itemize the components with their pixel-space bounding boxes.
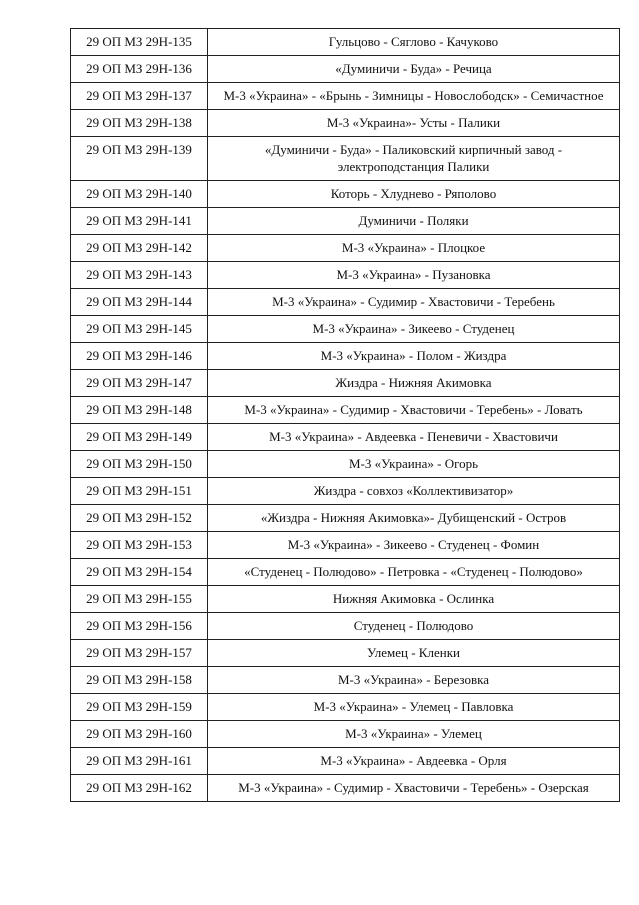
- table-row: [71, 613, 620, 640]
- road-code-cell: 29 ОП МЗ 29Н-154: [71, 559, 208, 586]
- road-name-cell: М-3 «Украина» - Огорь: [208, 451, 620, 478]
- road-code-cell: 29 ОП МЗ 29Н-146: [71, 343, 208, 370]
- table-row: [71, 370, 620, 397]
- road-name-cell: Нижняя Акимовка - Ослинка: [208, 586, 620, 613]
- road-code-cell: 29 ОП МЗ 29Н-148: [71, 397, 208, 424]
- road-name-cell: Жиздра - совхоз «Коллективизатор»: [208, 478, 620, 505]
- roads-table: [70, 28, 620, 802]
- road-name-cell: М-3 «Украина» - Судимир - Хвастовичи - Теребень» - Озерская: [208, 775, 620, 802]
- road-code-cell: 29 ОП МЗ 29Н-156: [71, 613, 208, 640]
- table-row: [71, 505, 620, 532]
- road-name-cell: М-3 «Украина» - Плоцкое: [208, 235, 620, 262]
- table-row: [71, 559, 620, 586]
- road-code-cell: 29 ОП МЗ 29Н-143: [71, 262, 208, 289]
- road-name-cell: М-3 «Украина» - Улемец - Павловка: [208, 694, 620, 721]
- road-name-cell: М-3 «Украина» - Судимир - Хвастовичи - Теребень» - Ловать: [208, 397, 620, 424]
- road-name-cell: М-3 «Украина» - Зикеево - Студенец: [208, 316, 620, 343]
- table-row: [71, 289, 620, 316]
- road-name-cell: М-3 «Украина» - Зикеево - Студенец - Фомин: [208, 532, 620, 559]
- table-row: [71, 316, 620, 343]
- road-name-cell: Которь - Хлуднево - Ряполово: [208, 181, 620, 208]
- table-row: [71, 586, 620, 613]
- road-name-cell: «Думиничи - Буда» - Речица: [208, 56, 620, 83]
- road-name-cell: Студенец - Полюдово: [208, 613, 620, 640]
- table-row: [71, 110, 620, 137]
- table-row: [71, 29, 620, 56]
- table-row: [71, 56, 620, 83]
- table-row: [71, 208, 620, 235]
- road-code-cell: 29 ОП МЗ 29Н-155: [71, 586, 208, 613]
- table-row: [71, 478, 620, 505]
- table-row: [71, 262, 620, 289]
- road-name-cell: М-3 «Украина» - Авдеевка - Пеневичи - Хвастовичи: [208, 424, 620, 451]
- road-code-cell: 29 ОП МЗ 29Н-152: [71, 505, 208, 532]
- table-row: [71, 775, 620, 802]
- road-code-cell: 29 ОП МЗ 29Н-135: [71, 29, 208, 56]
- road-code-cell: 29 ОП МЗ 29Н-138: [71, 110, 208, 137]
- road-name-cell: М-3 «Украина» - Березовка: [208, 667, 620, 694]
- road-name-cell: «Думиничи - Буда» - Паликовский кирпичный завод - электроподстанция Палики: [208, 137, 620, 181]
- table-row: [71, 640, 620, 667]
- road-code-cell: 29 ОП МЗ 29Н-144: [71, 289, 208, 316]
- table-row: [71, 748, 620, 775]
- road-code-cell: 29 ОП МЗ 29Н-147: [71, 370, 208, 397]
- road-code-cell: 29 ОП МЗ 29Н-141: [71, 208, 208, 235]
- road-name-cell: Улемец - Кленки: [208, 640, 620, 667]
- road-name-cell: М-3 «Украина» - Улемец: [208, 721, 620, 748]
- table-row: [71, 83, 620, 110]
- road-name-cell: «Студенец - Полюдово» - Петровка - «Студенец - Полюдово»: [208, 559, 620, 586]
- table-row: [71, 667, 620, 694]
- road-code-cell: 29 ОП МЗ 29Н-149: [71, 424, 208, 451]
- road-name-cell: «Жиздра - Нижняя Акимовка»- Дубищенский - Остров: [208, 505, 620, 532]
- road-code-cell: 29 ОП МЗ 29Н-145: [71, 316, 208, 343]
- road-name-cell: М-3 «Украина» - Полом - Жиздра: [208, 343, 620, 370]
- roads-table-body: [71, 29, 620, 802]
- road-code-cell: 29 ОП МЗ 29Н-137: [71, 83, 208, 110]
- road-code-cell: 29 ОП МЗ 29Н-162: [71, 775, 208, 802]
- table-row: [71, 397, 620, 424]
- road-code-cell: 29 ОП МЗ 29Н-151: [71, 478, 208, 505]
- road-code-cell: 29 ОП МЗ 29Н-142: [71, 235, 208, 262]
- road-name-cell: Думиничи - Поляки: [208, 208, 620, 235]
- table-row: [71, 343, 620, 370]
- road-code-cell: 29 ОП МЗ 29Н-139: [71, 137, 208, 181]
- road-code-cell: 29 ОП МЗ 29Н-158: [71, 667, 208, 694]
- road-code-cell: 29 ОП МЗ 29Н-160: [71, 721, 208, 748]
- road-code-cell: 29 ОП МЗ 29Н-136: [71, 56, 208, 83]
- table-row: [71, 424, 620, 451]
- table-row: [71, 181, 620, 208]
- road-name-cell: М-3 «Украина»- Усты - Палики: [208, 110, 620, 137]
- road-name-cell: М-3 «Украина» - Авдеевка - Орля: [208, 748, 620, 775]
- table-row: [71, 721, 620, 748]
- road-code-cell: 29 ОП МЗ 29Н-159: [71, 694, 208, 721]
- road-name-cell: М-3 «Украина» - Судимир - Хвастовичи - Теребень: [208, 289, 620, 316]
- road-name-cell: М-3 «Украина» - «Брынь - Зимницы - Новослободск» - Семичастное: [208, 83, 620, 110]
- road-name-cell: Гульцово - Сяглово - Качуково: [208, 29, 620, 56]
- table-row: [71, 532, 620, 559]
- table-row: [71, 451, 620, 478]
- road-code-cell: 29 ОП МЗ 29Н-150: [71, 451, 208, 478]
- road-name-cell: М-3 «Украина» - Пузановка: [208, 262, 620, 289]
- road-code-cell: 29 ОП МЗ 29Н-153: [71, 532, 208, 559]
- road-code-cell: 29 ОП МЗ 29Н-140: [71, 181, 208, 208]
- table-row: [71, 235, 620, 262]
- road-code-cell: 29 ОП МЗ 29Н-157: [71, 640, 208, 667]
- table-row: [71, 694, 620, 721]
- road-name-cell: Жиздра - Нижняя Акимовка: [208, 370, 620, 397]
- table-row: [71, 137, 620, 181]
- road-code-cell: 29 ОП МЗ 29Н-161: [71, 748, 208, 775]
